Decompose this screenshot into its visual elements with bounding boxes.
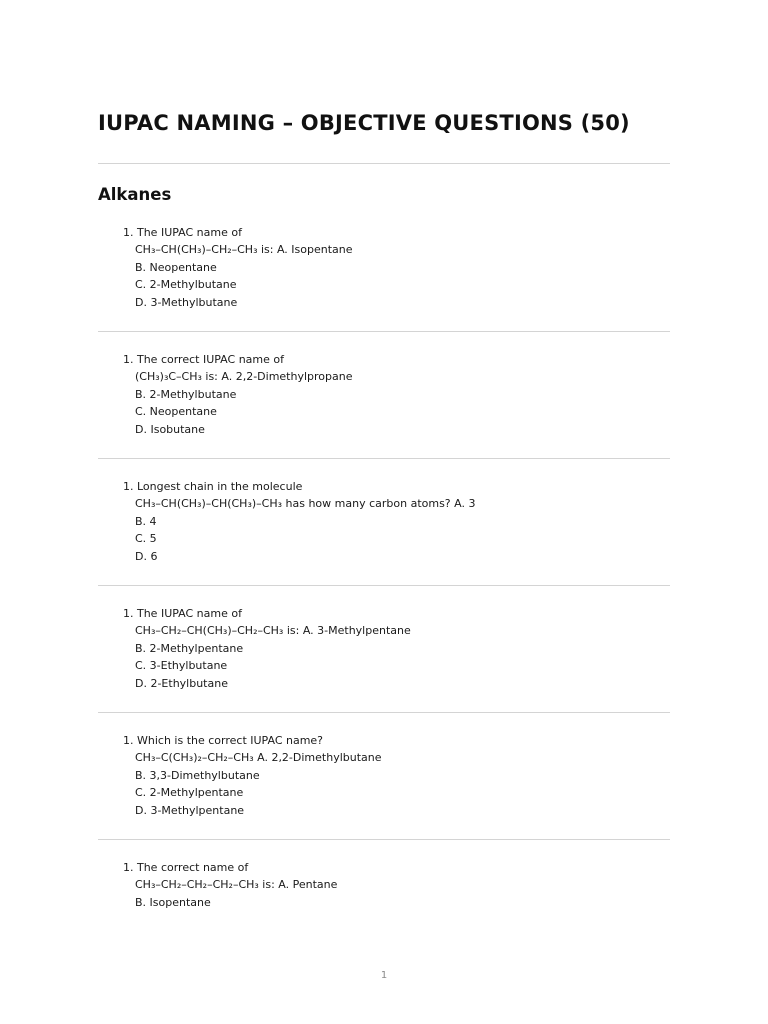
question-formula: (CH₃)₃C–CH₃ is: A. 2,2-Dimethylpropane [135, 370, 353, 384]
question-lead: 1. The IUPAC name of [123, 226, 242, 239]
option-b: B. 3,3-Dimethylbutane [135, 768, 260, 782]
question-formula: CH₃–CH₂–CH(CH₃)–CH₂–CH₃ is: A. 3-Methylpentane [135, 624, 411, 638]
question-item [123, 351, 663, 438]
question-formula: CH₃–CH(CH₃)–CH₂–CH₃ is: A. Isopentane [135, 243, 353, 257]
option-d: D. 3-Methylpentane [135, 803, 245, 817]
option-d: D. 6 [135, 549, 158, 563]
question-lead: 1. The correct name of [123, 861, 249, 874]
option-c: C. 2-Methylpentane [135, 786, 244, 800]
question-formula: CH₃–C(CH₃)₂–CH₂–CH₃ A. 2,2-Dimethylbutane [135, 751, 382, 765]
question-item [123, 224, 663, 311]
section-heading: Alkanes [98, 185, 172, 204]
question-divider [98, 458, 670, 459]
title-divider [98, 163, 670, 164]
option-b: B. Neopentane [135, 260, 217, 274]
question-lead: 1. Which is the correct IUPAC name? [123, 734, 324, 747]
page-number: 1 [380, 970, 388, 981]
question-formula: CH₃–CH₂–CH₂–CH₂–CH₃ is: A. Pentane [135, 878, 338, 892]
question-item [123, 605, 663, 692]
question-divider [98, 331, 670, 332]
option-b: B. 2-Methylbutane [135, 387, 237, 401]
option-c: C. 3-Ethylbutane [135, 659, 228, 673]
question-item [123, 732, 663, 819]
option-d: D. 2-Ethylbutane [135, 676, 228, 690]
option-b: B. 4 [135, 514, 157, 528]
question-formula: CH₃–CH(CH₃)–CH(CH₃)–CH₃ has how many carbon atoms? A. 3 [135, 497, 476, 511]
option-b: B. Isopentane [135, 895, 211, 909]
question-item [123, 859, 663, 911]
option-d: D. Isobutane [135, 422, 205, 436]
question-divider [98, 712, 670, 713]
question-lead: 1. The IUPAC name of [123, 607, 242, 620]
question-item [123, 478, 663, 565]
option-b: B. 2-Methylpentane [135, 641, 244, 655]
question-lead: 1. The correct IUPAC name of [123, 353, 284, 366]
page-title: IUPAC NAMING – OBJECTIVE QUESTIONS (50) [98, 111, 630, 135]
option-d: D. 3-Methylbutane [135, 295, 238, 309]
question-lead: 1. Longest chain in the molecule [123, 480, 303, 493]
question-divider [98, 839, 670, 840]
option-c: C. Neopentane [135, 405, 217, 419]
option-c: C. 5 [135, 532, 157, 546]
question-divider [98, 585, 670, 586]
option-c: C. 2-Methylbutane [135, 278, 237, 292]
